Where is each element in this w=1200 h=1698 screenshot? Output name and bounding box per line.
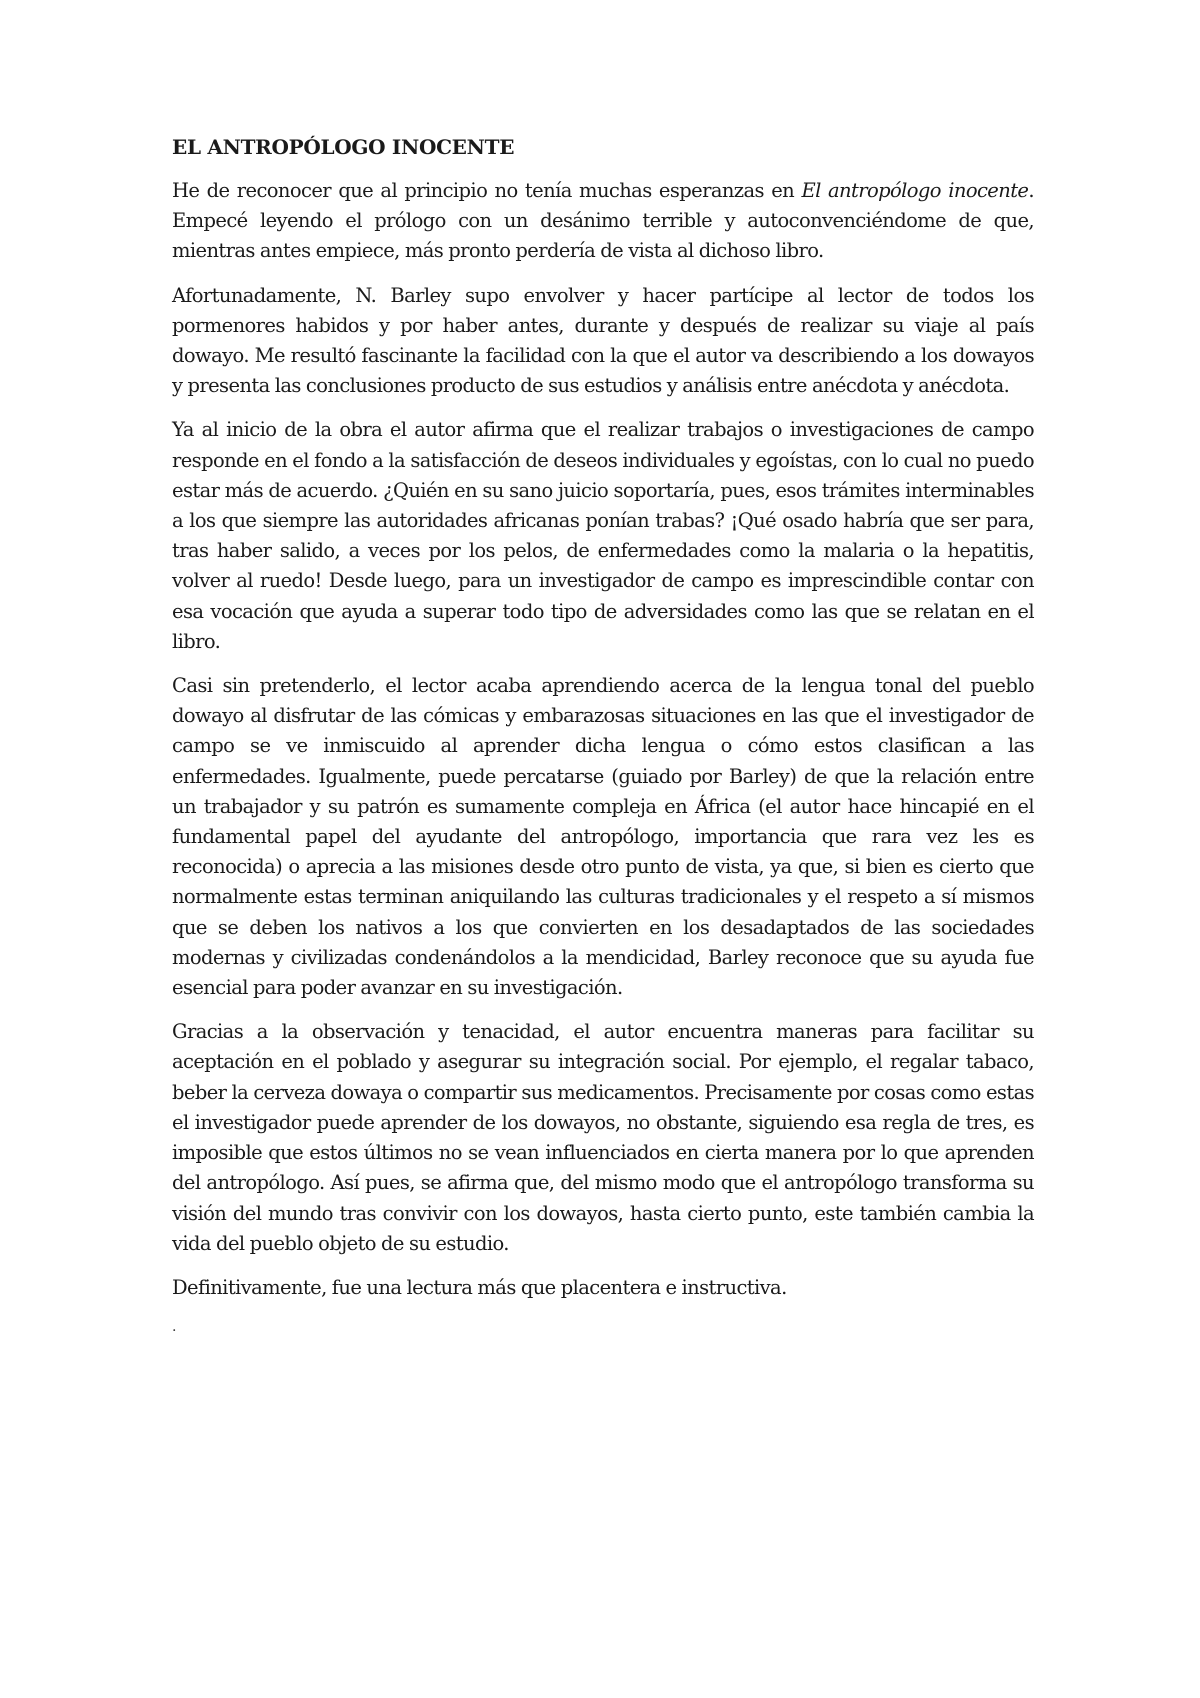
trailing-mark: .	[172, 1319, 177, 1336]
paragraph-5: Gracias a la observación y tenacidad, el autor encuentra maneras para facilitar su aceptación en el poblado y asegurar su integración social. Por ejemplo, el regalar tabaco, beber la cerveza dowaya o compartir sus medicamentos. Precisamente por cosas como estas el investigador puede aprender de los dowayos, no obstante, siguiendo esa regla de tres, es imposible que estos últimos no se vean influenciados en cierta manera por lo que aprenden del antropólogo. Así pues, se afirma que, del mismo modo que el antropólogo transforma su visión del mundo tras convivir con los dowayos, hasta cierto punto, este también cambia la vida del pueblo objeto de su estudio.	[172, 1020, 1034, 1255]
paragraph-3: Ya al inicio de la obra el autor afirma que el realizar trabajos o investigaciones de campo responde en el fondo a la satisfacción de deseos individuales y egoístas, con lo cual no puedo estar más de acuerdo. ¿Quién en su sano juicio soportaría, pues, esos trámites interminables a los que siempre las autoridades africanas ponían trabas? ¡Qué osado habría que ser para, tras haber salido, a veces por los pelos, de enfermedades como la malaria o la hepatitis, volver al ruedo! Desde luego, para un investigador de campo es imprescindible contar con esa vocación que ayuda a superar todo tipo de adversidades como las que se relatan en el libro.	[172, 418, 1034, 653]
book-title-italic: El antropólogo inocente	[801, 179, 1029, 202]
document-title: EL ANTROPÓLOGO INOCENTE	[172, 135, 515, 159]
paragraph-1	[172, 176, 1034, 267]
paragraph-6: Definitivamente, fue una lectura más que placentera e instructiva.	[172, 1275, 787, 1299]
document-page	[172, 132, 1034, 1337]
paragraph-1-text-start: He de reconocer que al principio no tenía muchas esperanzas en	[172, 179, 802, 202]
paragraph-2: Afortunadamente, N. Barley supo envolver y hacer partícipe al lector de todos los pormenores habidos y por haber antes, durante y después de realizar su viaje al país dowayo. Me resultó fascinante la facilidad con la que el autor va describiendo a los dowayos y presenta las conclusiones producto de sus estudios y análisis entre anécdota y anécdota.	[172, 283, 1034, 398]
paragraph-1-text-end: . Empecé leyendo el prólogo con un desánimo terrible y autoconvenciéndome de que, mientras antes empiece, más pronto perdería de vista al dichoso libro.	[172, 179, 1034, 263]
paragraph-4: Casi sin pretenderlo, el lector acaba aprendiendo acerca de la lengua tonal del pueblo dowayo al disfrutar de las cómicas y embarazosas situaciones en las que el investigador de campo se ve inmiscuido al aprender dicha lengua o cómo estos clasifican a las enfermedades. Igualmente, puede percatarse (guiado por Barley) de que la relación entre un trabajador y su patrón es sumamente compleja en África (el autor hace hincapié en el fundamental papel del ayudante del antropólogo, importancia que rara vez les es reconocida) o aprecia a las misiones desde otro punto de vista, ya que, si bien es cierto que normalmente estas terminan aniquilando las culturas tradicionales y el respeto a sí mismos que se deben los nativos a los que convierten en los desadaptados de las sociedades modernas y civilizadas condenándolos a la mendicidad, Barley reconoce que su ayuda fue esencial para poder avanzar en su investigación.	[172, 674, 1034, 1000]
